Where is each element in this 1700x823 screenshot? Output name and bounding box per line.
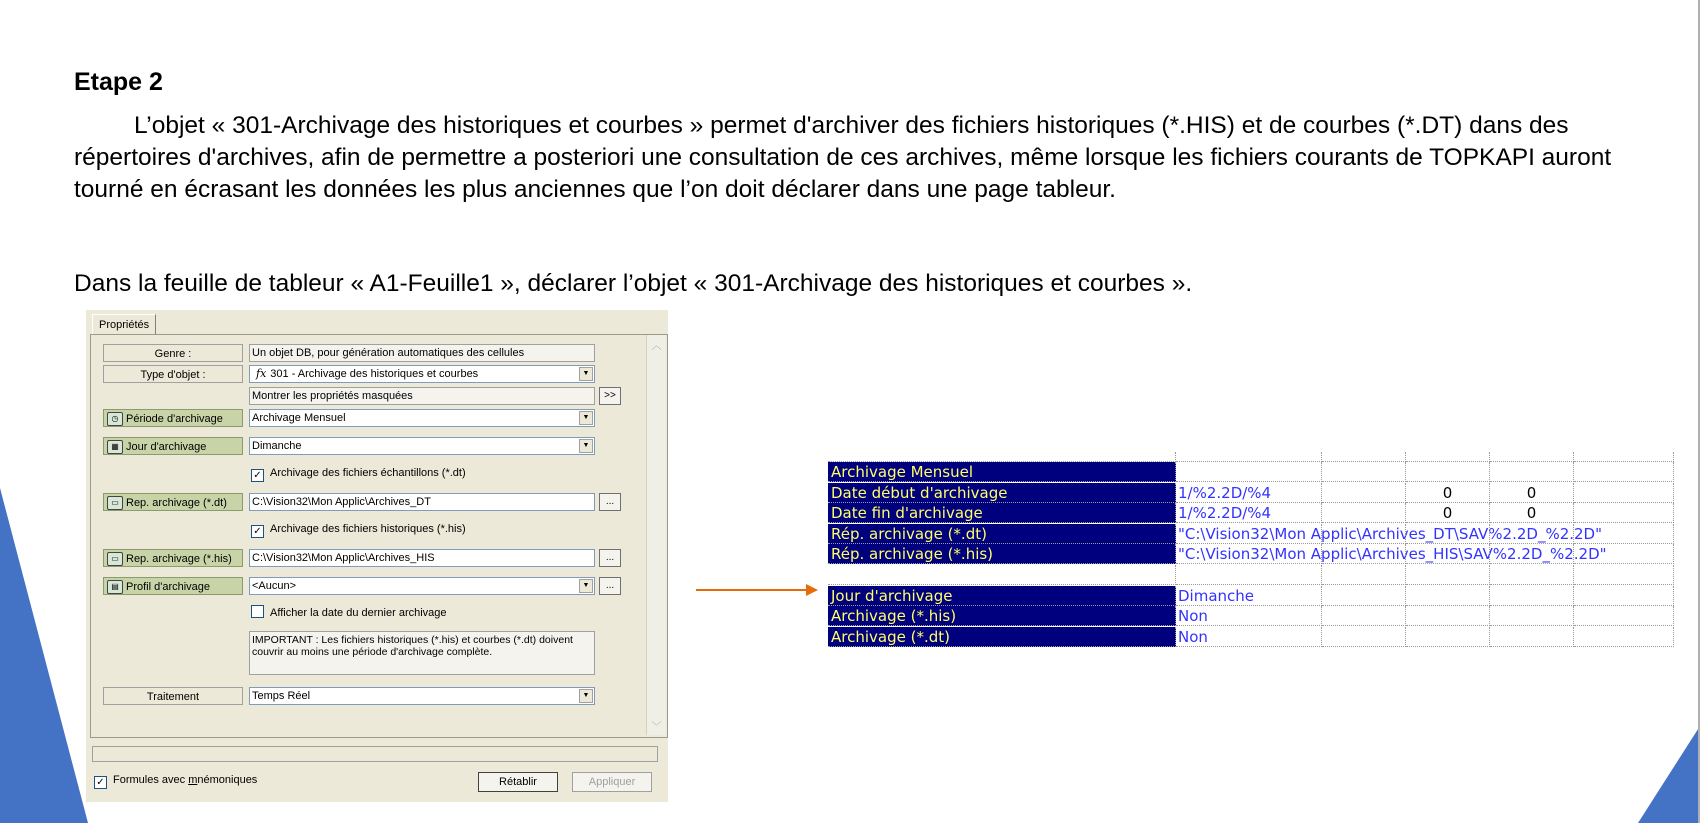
appliquer-button[interactable]: Appliquer [572, 772, 652, 792]
slide-corner-decoration-left [0, 488, 88, 823]
sheet-value-cell[interactable]: Dimanche [1176, 586, 1322, 606]
sheet-number-cell[interactable] [1406, 606, 1490, 626]
sheet-number-cell[interactable]: 0 [1406, 503, 1490, 523]
jour-select-value: Dimanche [252, 440, 302, 452]
sheet-row [828, 544, 1674, 564]
sheet-cell[interactable] [1574, 524, 1674, 544]
sheet-grid-top [828, 452, 1674, 462]
sheet-cell[interactable] [1322, 462, 1406, 482]
browse-profil-button[interactable]: ... [599, 577, 621, 595]
sheet-value-cell[interactable]: Non [1176, 627, 1322, 647]
sheet-number-cell[interactable] [1406, 462, 1490, 482]
sheet-label-cell[interactable]: Date fin d'archivage [828, 503, 1176, 523]
sheet-row [828, 586, 1674, 606]
sheet-cell[interactable] [1574, 606, 1674, 626]
sheet-label-cell[interactable]: Archivage (*.his) [828, 606, 1176, 626]
important-note: IMPORTANT : Les fichiers historiques (*.his) et courbes (*.dt) doivent couvrir au moins une période d'archivage complète. [249, 631, 595, 675]
chevron-down-icon[interactable]: ▼ [579, 579, 593, 593]
sheet-number-cell[interactable]: 0 [1490, 503, 1574, 523]
sheet-cell[interactable] [1574, 586, 1674, 606]
sheet-cell [828, 452, 1176, 462]
checkbox-checked-icon[interactable]: ✓ [251, 525, 264, 538]
jour-label: ▦ Jour d'archivage [103, 437, 243, 455]
sheet-number-cell[interactable]: 0 [1490, 483, 1574, 503]
periode-select-value: Archivage Mensuel [252, 412, 346, 424]
show-last-date-checkbox[interactable]: Afficher la date du dernier archivage [251, 605, 447, 621]
rep-his-input[interactable]: C:\Vision32\Mon Applic\Archives_HIS [249, 549, 595, 567]
show-hidden-props-button[interactable]: >> [599, 387, 621, 405]
chevron-down-icon[interactable]: ▼ [579, 439, 593, 453]
traitement-label: Traitement [103, 687, 243, 705]
sheet-cell[interactable] [1322, 483, 1406, 503]
sheet-label-cell[interactable]: Rép. archivage (*.dt) [828, 524, 1176, 544]
instruction-paragraph: Dans la feuille de tableur « A1-Feuille1 », déclarer l’objet « 301-Archivage des historiques et courbes ». [74, 270, 1193, 297]
sheet-cell[interactable] [1322, 627, 1406, 647]
profil-select-value: <Aucun> [252, 580, 297, 592]
sheet-number-cell[interactable] [1490, 586, 1574, 606]
rep-dt-label: ▭ Rep. archivage (*.dt) [103, 493, 243, 511]
function-icon: fx [256, 367, 267, 380]
sheet-number-cell[interactable] [1490, 606, 1574, 626]
periode-label: ◷ Période d'archivage [103, 409, 243, 427]
sheet-cell[interactable] [1574, 565, 1674, 585]
folder-field-icon: ▭ [107, 496, 123, 510]
genre-field: Un objet DB, pour génération automatiques des cellules [249, 344, 595, 362]
type-select-value: 301 - Archivage des historiques et courbes [270, 368, 479, 380]
sheet-number-cell[interactable] [1406, 586, 1490, 606]
scroll-down-icon[interactable]: ﹀ [651, 722, 662, 733]
sheet-number-cell[interactable] [1406, 544, 1490, 564]
genre-label: Genre : [103, 344, 243, 362]
sheet-row [828, 627, 1674, 647]
rep-dt-input[interactable]: C:\Vision32\Mon Applic\Archives_DT [249, 493, 595, 511]
tab-proprietes[interactable]: Propriétés [92, 314, 156, 335]
retablir-button[interactable]: Rétablir [478, 772, 558, 792]
sheet-number-cell[interactable] [1490, 462, 1574, 482]
jour-select[interactable] [249, 437, 595, 455]
sheet-row [828, 524, 1674, 544]
folder-field-icon: ▭ [107, 552, 123, 566]
slide-corner-decoration-right [1638, 726, 1700, 823]
type-select[interactable] [249, 365, 595, 383]
archive-his-checkbox[interactable]: ✓ Archivage des fichiers historiques (*.his) [251, 521, 466, 537]
properties-dialog [86, 310, 668, 802]
sheet-cell [1574, 452, 1674, 462]
sheet-cell [1176, 452, 1322, 462]
sheet-label-cell[interactable] [828, 565, 1176, 585]
sheet-label-cell[interactable]: Archivage (*.dt) [828, 627, 1176, 647]
sheet-cell[interactable] [1574, 483, 1674, 503]
sheet-cell[interactable] [1322, 524, 1406, 544]
browse-dt-button[interactable]: ... [599, 493, 621, 511]
sheet-number-cell[interactable] [1406, 524, 1490, 544]
sheet-row [828, 462, 1674, 482]
browse-his-button[interactable]: ... [599, 549, 621, 567]
checkbox-unchecked-icon[interactable] [251, 605, 264, 618]
sheet-number-cell[interactable] [1490, 627, 1574, 647]
sheet-row [828, 606, 1674, 626]
scroll-up-icon[interactable]: ︿ [651, 341, 662, 352]
sheet-number-cell[interactable]: 0 [1406, 483, 1490, 503]
sheet-cell[interactable] [1574, 462, 1674, 482]
sheet-label-cell[interactable]: Jour d'archivage [828, 586, 1176, 606]
sheet-cell[interactable] [1322, 544, 1406, 564]
sheet-cell [1322, 452, 1406, 462]
chevron-down-icon[interactable]: ▼ [579, 367, 593, 381]
sheet-cell [1490, 452, 1574, 462]
checkbox-checked-icon[interactable]: ✓ [251, 469, 264, 482]
sheet-cell[interactable] [1574, 627, 1674, 647]
show-hidden-props-field: Montrer les propriétés masquées [249, 387, 595, 405]
sheet-label-cell[interactable]: Rép. archivage (*.his) [828, 544, 1176, 564]
sheet-row [828, 483, 1674, 503]
sheet-cell[interactable] [1322, 586, 1406, 606]
sheet-label-cell[interactable]: Date début d'archivage [828, 483, 1176, 503]
sheet-number-cell[interactable] [1406, 565, 1490, 585]
chevron-down-icon[interactable]: ▼ [579, 411, 593, 425]
traitement-select[interactable] [249, 687, 595, 705]
sheet-number-cell[interactable] [1490, 565, 1574, 585]
vertical-scrollbar[interactable] [646, 335, 666, 735]
sheet-label-cell[interactable]: Archivage Mensuel [828, 462, 1176, 482]
sheet-number-cell[interactable] [1490, 544, 1574, 564]
sheet-number-cell[interactable] [1490, 524, 1574, 544]
arrow-head-icon [806, 584, 818, 596]
mnemonic-formulas-checkbox[interactable]: ✓ Formules avec mnémoniques [94, 772, 257, 788]
periode-select[interactable] [249, 409, 595, 427]
arrow-line [696, 589, 806, 591]
sheet-number-cell[interactable] [1406, 627, 1490, 647]
sheet-value-cell[interactable]: Non [1176, 606, 1322, 626]
sheet-value-cell[interactable] [1176, 462, 1322, 482]
sheet-value-cell[interactable]: "C:\Vision32\Mon Applic\Archives_DT\SAV%2.2D_%2.2D" [1178, 524, 1603, 543]
chevron-down-icon[interactable]: ▼ [579, 689, 593, 703]
clock-icon: ◷ [107, 412, 123, 426]
profile-icon: ▤ [107, 580, 123, 594]
profil-label: ▤ Profil d'archivage [103, 577, 243, 595]
formula-bar[interactable] [92, 746, 658, 762]
sheet-value-cell[interactable] [1176, 565, 1322, 585]
sheet-value-cell[interactable]: 1/%2.2D/%4 [1176, 483, 1322, 503]
spreadsheet-excerpt [828, 452, 1674, 652]
profil-select[interactable] [249, 577, 595, 595]
archive-dt-checkbox[interactable]: ✓ Archivage des fichiers échantillons (*.dt) [251, 465, 466, 481]
checkbox-checked-icon[interactable]: ✓ [94, 776, 107, 789]
sheet-cell[interactable] [1322, 503, 1406, 523]
calendar-icon: ▦ [107, 440, 123, 454]
step-heading: Etape 2 [74, 68, 163, 96]
sheet-cell[interactable] [1574, 544, 1674, 564]
rep-his-label: ▭ Rep. archivage (*.his) [103, 549, 243, 567]
type-label: Type d'objet : [103, 365, 243, 383]
sheet-cell[interactable] [1574, 503, 1674, 523]
traitement-select-value: Temps Réel [252, 690, 311, 702]
properties-panel [90, 334, 668, 738]
sheet-cell [1406, 452, 1490, 462]
intro-paragraph: L’objet « 301-Archivage des historiques et courbes » permet d'archiver des fichiers historiques (*.HIS) et de courbes (*.DT) dans des répertoires d'archives, afin de permettre a posteriori une consultation de ces archives, même lorsque les fichiers courants de TOPKAPI auront tourné en écrasant les données les plus anciennes que l’on doit déclarer dans une page tableur. [74, 112, 1612, 203]
sheet-row [828, 565, 1674, 585]
sheet-cell[interactable] [1322, 565, 1406, 585]
sheet-value-cell[interactable]: "C:\Vision32\Mon Applic\Archives_HIS\SAV%2.2D_%2.2D" [1178, 545, 1607, 564]
sheet-value-cell[interactable]: 1/%2.2D/%4 [1176, 503, 1322, 523]
sheet-cell[interactable] [1322, 606, 1406, 626]
sheet-row [828, 503, 1674, 523]
